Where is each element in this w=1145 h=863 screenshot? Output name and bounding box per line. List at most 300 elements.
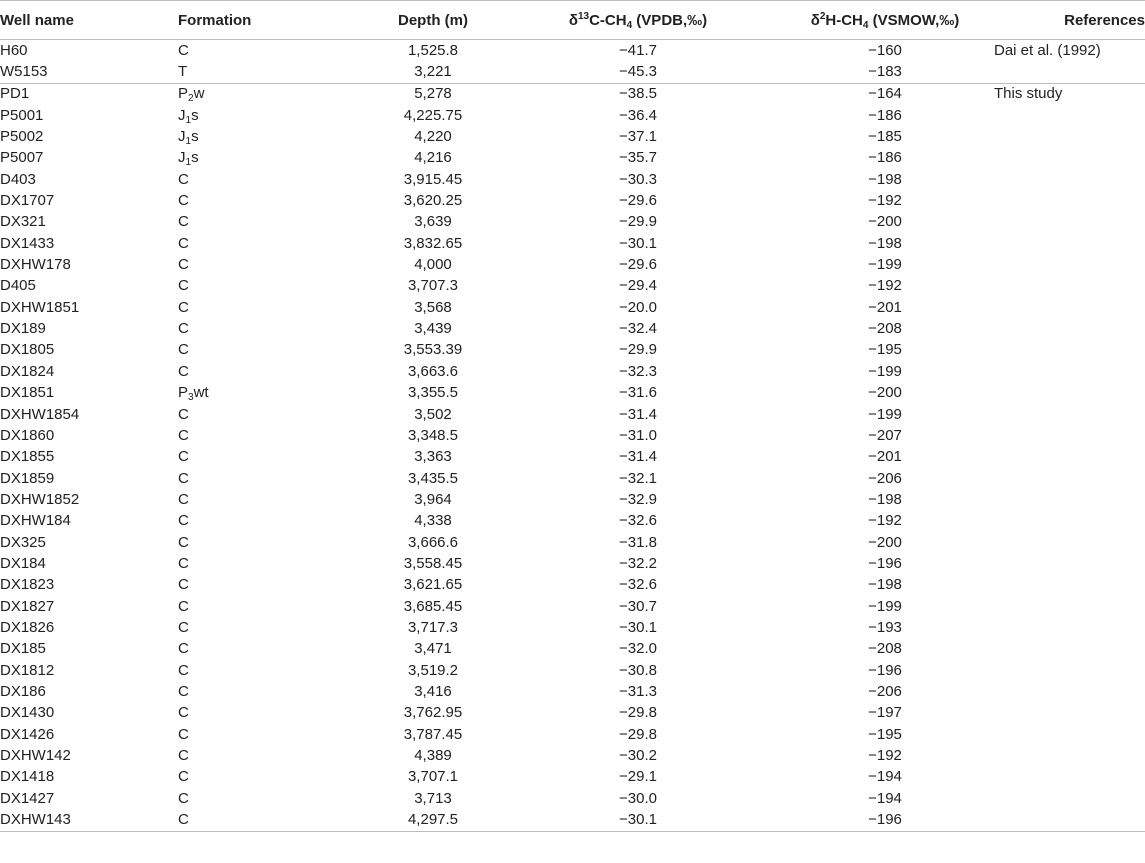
cell-reference [994,276,1145,297]
cell-formation [178,681,338,702]
table-row [0,340,1145,361]
cell-d2h-ch4: −199 [868,256,902,274]
table-row [0,169,1145,190]
table-row [0,148,1145,169]
formation-main: C [178,192,189,210]
cell-formation [178,788,338,809]
cell-depth: 4,225.75 [403,106,463,124]
cell-d2h-ch4: −193 [868,618,902,636]
cell-reference [994,639,1145,660]
cell-well-name: DX1823 [0,576,55,594]
cell-well-name: DX1427 [0,789,55,807]
header-references: References [994,1,1145,40]
table-row [0,254,1145,275]
cell-well-name: DX184 [0,554,46,572]
cell-depth: 3,762.95 [403,704,463,722]
cell-depth: 4,216 [414,149,452,167]
cell-reference [994,148,1145,169]
header-d2h-sup: 2 [819,10,826,22]
cell-d2h-ch4: −200 [868,533,902,551]
cell-d13c-ch4: −32.4 [619,320,657,338]
header-d13c-sub: 4 [626,19,633,31]
cell-d2h-ch4: −206 [868,469,902,487]
cell-well-name: D405 [0,277,36,295]
cell-d13c-ch4: −32.2 [619,554,657,572]
cell-well-name: DXHW178 [0,256,71,274]
cell-formation [178,425,338,446]
header-d2h-mid: H-CH [825,11,863,29]
table-row [0,489,1145,510]
cell-reference [994,788,1145,809]
cell-d2h-ch4: −192 [868,192,902,210]
cell-depth: 3,639 [414,213,452,231]
table-row [0,61,1145,83]
cell-formation [178,233,338,254]
cell-d2h-ch4: −208 [868,320,902,338]
table-row [0,767,1145,788]
header-d2h-sub: 4 [862,19,869,31]
cell-well-name: DX1426 [0,725,55,743]
cell-well-name: W5153 [0,63,48,81]
cell-formation [178,190,338,211]
cell-d2h-ch4: −194 [868,768,902,786]
cell-d2h-ch4: −183 [868,63,902,81]
cell-well-name: DX1812 [0,661,55,679]
formation-main: C [178,41,189,59]
header-d13c-ch4 [498,1,728,40]
cell-d2h-ch4: −186 [868,149,902,167]
cell-d2h-ch4: −192 [868,277,902,295]
cell-reference [994,468,1145,489]
formation-suffix: s [191,106,199,124]
formation-main: C [178,661,189,679]
cell-depth: 3,663.6 [407,362,459,380]
header-d13c-suffix: (VPDB,‰) [632,11,708,29]
cell-formation [178,148,338,169]
header-d2h-suffix: (VSMOW,‰) [868,11,960,29]
cell-depth: 3,553.39 [403,341,463,359]
cell-depth: 5,278 [338,83,498,105]
cell-d13c-ch4: −36.4 [619,106,657,124]
cell-well-name: DX1707 [0,192,55,210]
formation-suffix: s [191,149,199,167]
cell-reference [994,404,1145,425]
cell-d2h-ch4: −206 [868,682,902,700]
cell-d13c-ch4: −32.9 [619,490,657,508]
cell-well-name: DX1805 [0,341,55,359]
cell-formation [178,83,338,105]
formation-main: C [178,362,189,380]
cell-reference [994,190,1145,211]
table-row [0,361,1145,382]
cell-well-name: DX1824 [0,362,55,380]
table-row [0,660,1145,681]
cell-d2h-ch4: −185 [868,128,902,146]
cell-d13c-ch4: −32.1 [619,469,657,487]
cell-d2h-ch4: −160 [868,41,902,59]
cell-d2h-ch4: −207 [868,426,902,444]
cell-d13c-ch4: −30.1 [498,809,728,831]
table-row [0,788,1145,809]
cell-depth: 3,620.25 [403,192,463,210]
cell-well-name: DXHW1852 [0,490,80,508]
cell-reference [994,169,1145,190]
cell-d13c-ch4: −38.5 [498,83,728,105]
cell-depth: 4,389 [414,747,452,765]
cell-well-name: DXHW143 [0,809,178,831]
cell-d13c-ch4: −31.3 [619,682,657,700]
cell-d2h-ch4: −192 [868,512,902,530]
cell-depth: 4,297.5 [338,809,498,831]
table-body [0,40,1145,832]
cell-depth: 3,221 [414,63,452,81]
cell-d13c-ch4: −29.9 [619,341,657,359]
header-row [0,1,1145,40]
table-row [0,703,1145,724]
cell-depth: 4,220 [414,128,452,146]
formation-main: C [178,725,189,743]
cell-reference [994,383,1145,404]
cell-reference [994,340,1145,361]
cell-reference [994,532,1145,553]
cell-d2h-ch4: −197 [868,704,902,722]
cell-well-name: PD1 [0,83,178,105]
table-row [0,724,1145,745]
formation-subscript: 1 [185,136,192,148]
table-header [0,1,1145,40]
header-d13c-mid: C-CH [589,11,627,29]
formation-main: T [178,63,188,81]
cell-formation [178,511,338,532]
cell-reference [994,681,1145,702]
cell-d13c-ch4: −32.3 [619,362,657,380]
formation-subscript: 1 [185,157,192,169]
header-d13c-sup: 13 [577,10,590,22]
cell-reference [994,724,1145,745]
table-row [0,318,1145,339]
table-row [0,40,1145,62]
cell-d13c-ch4: −31.8 [619,533,657,551]
cell-well-name: DX1855 [0,448,55,466]
cell-well-name: P5002 [0,128,44,146]
cell-d13c-ch4: −31.4 [619,448,657,466]
header-d13c-prefix: δ [568,11,578,29]
cell-d13c-ch4: −30.0 [619,789,657,807]
cell-reference [994,767,1145,788]
cell-well-name: DX1859 [0,469,55,487]
formation-main: C [178,554,189,572]
formation-main: C [178,320,189,338]
cell-well-name: DX1418 [0,768,55,786]
cell-formation [178,596,338,617]
cell-reference [994,511,1145,532]
cell-formation [178,447,338,468]
formation-main: C [178,811,189,829]
table-row [0,105,1145,126]
table-row [0,745,1145,766]
cell-well-name: DX186 [0,682,46,700]
cell-d13c-ch4: −29.1 [619,768,657,786]
cell-depth: 3,717.3 [407,618,459,636]
cell-well-name: DX1430 [0,704,55,722]
cell-well-name: DX325 [0,533,46,551]
cell-d13c-ch4: −37.1 [619,128,657,146]
cell-d13c-ch4: −29.8 [619,725,657,743]
cell-depth: 3,348.5 [407,426,459,444]
cell-d2h-ch4: −199 [868,405,902,423]
header-d2h-prefix: δ [810,11,820,29]
cell-reference [994,553,1145,574]
cell-reference [994,233,1145,254]
cell-depth: 4,000 [414,256,452,274]
formation-main: J [178,149,186,167]
header-formation: Formation [178,1,338,40]
cell-d2h-ch4: −164 [728,83,994,105]
table-row [0,468,1145,489]
formation-main: J [178,106,186,124]
cell-depth: 3,713 [414,789,452,807]
formation-main: C [178,512,189,530]
cell-well-name: DXHW184 [0,512,71,530]
cell-formation [178,254,338,275]
cell-depth: 3,363 [414,448,452,466]
formation-main: C [178,682,189,700]
cell-d13c-ch4: −29.6 [619,192,657,210]
cell-depth: 3,964 [414,490,452,508]
cell-formation [178,61,338,83]
cell-depth: 3,787.45 [403,725,463,743]
cell-d13c-ch4: −30.8 [619,661,657,679]
cell-formation [178,767,338,788]
cell-d2h-ch4: −194 [868,789,902,807]
cell-formation [178,532,338,553]
cell-reference [994,489,1145,510]
formation-main: C [178,490,189,508]
table-row [0,383,1145,404]
table-row [0,639,1145,660]
table-row [0,276,1145,297]
cell-d13c-ch4: −29.9 [619,213,657,231]
cell-d2h-ch4: −201 [868,448,902,466]
table-row [0,596,1145,617]
cell-formation [178,809,338,831]
formation-main: P [178,85,189,103]
cell-formation [178,575,338,596]
cell-d13c-ch4: −31.4 [619,405,657,423]
cell-reference [994,745,1145,766]
table-row [0,617,1145,638]
cell-formation [178,617,338,638]
cell-d13c-ch4: −30.1 [619,234,657,252]
cell-depth: 3,416 [414,682,452,700]
cell-formation [178,40,338,62]
formation-main: C [178,170,189,188]
cell-d13c-ch4: −20.0 [619,298,657,316]
cell-reference: Dai et al. (1992) [994,41,1101,59]
formation-subscript: 3 [188,392,194,404]
table-row [0,681,1145,702]
cell-formation [178,340,338,361]
cell-d2h-ch4: −198 [868,170,902,188]
cell-well-name: DX185 [0,640,46,658]
cell-well-name: DX1860 [0,426,55,444]
cell-d13c-ch4: −45.3 [619,63,657,81]
cell-formation [178,361,338,382]
cell-well-name: P5001 [0,106,44,124]
cell-d2h-ch4: −199 [868,362,902,380]
formation-main: C [178,747,189,765]
cell-d2h-ch4: −201 [868,298,902,316]
cell-d13c-ch4: −29.8 [619,704,657,722]
formation-suffix: s [191,128,199,146]
formation-main: C [178,469,189,487]
cell-formation [178,553,338,574]
cell-formation [178,703,338,724]
cell-reference [994,575,1145,596]
formation-main: C [178,576,189,594]
cell-reference [994,660,1145,681]
cell-d13c-ch4: −32.6 [619,512,657,530]
formation-main: C [178,640,189,658]
cell-depth: 3,439 [414,320,452,338]
cell-d2h-ch4: −192 [868,747,902,765]
cell-d13c-ch4: −30.3 [619,170,657,188]
table-row [0,297,1145,318]
cell-depth: 3,666.6 [407,533,459,551]
cell-reference [994,61,1145,83]
cell-d2h-ch4: −198 [868,234,902,252]
formation-main: C [178,789,189,807]
table-row [0,511,1145,532]
cell-formation [178,724,338,745]
cell-formation [178,745,338,766]
formation-main: C [178,768,189,786]
table-row [0,425,1145,446]
cell-formation [178,126,338,147]
cell-reference [994,617,1145,638]
cell-depth: 1,525.8 [407,41,459,59]
cell-well-name: H60 [0,41,28,59]
formation-main: C [178,597,189,615]
header-d2h-ch4 [728,1,994,40]
cell-well-name: DX1826 [0,618,55,636]
cell-formation [178,639,338,660]
cell-depth: 3,502 [414,405,452,423]
table-row [0,447,1145,468]
cell-d13c-ch4: −29.4 [619,277,657,295]
cell-depth: 3,355.5 [407,384,459,402]
cell-formation [178,468,338,489]
formation-main: C [178,277,189,295]
formation-main: C [178,405,189,423]
formation-subscript: 1 [185,114,192,126]
table-row [0,553,1145,574]
cell-d2h-ch4: −199 [868,597,902,615]
cell-well-name: DX1827 [0,597,55,615]
cell-formation [178,489,338,510]
cell-d13c-ch4: −30.1 [619,618,657,636]
header-depth: Depth (m) [338,1,498,40]
cell-d2h-ch4: −196 [728,809,994,831]
cell-reference [994,318,1145,339]
cell-d2h-ch4: −200 [868,213,902,231]
formation-main: C [178,618,189,636]
cell-formation [178,297,338,318]
formation-main: C [178,533,189,551]
cell-depth: 3,685.45 [403,597,463,615]
cell-formation [178,105,338,126]
cell-depth: 3,558.45 [403,554,463,572]
formation-main: J [178,128,186,146]
table-row [0,83,1145,105]
formation-main: C [178,426,189,444]
cell-d13c-ch4: −35.7 [619,149,657,167]
formation-suffix: w [193,85,205,103]
formation-main: C [178,704,189,722]
cell-formation [178,383,338,404]
cell-reference [994,254,1145,275]
table-row [0,575,1145,596]
cell-d2h-ch4: −196 [868,661,902,679]
cell-d2h-ch4: −195 [868,725,902,743]
cell-d2h-ch4: −186 [868,106,902,124]
cell-reference [994,297,1145,318]
cell-d2h-ch4: −208 [868,640,902,658]
cell-d2h-ch4: −195 [868,341,902,359]
formation-main: C [178,234,189,252]
table-row [0,233,1145,254]
table-row [0,126,1145,147]
cell-well-name: DX1851 [0,384,55,402]
cell-depth: 4,338 [414,512,452,530]
cell-reference [994,447,1145,468]
table-row [0,532,1145,553]
table-row [0,190,1145,211]
formation-main: C [178,298,189,316]
cell-reference [994,212,1145,233]
cell-depth: 3,519.2 [407,661,459,679]
cell-well-name: DX189 [0,320,46,338]
cell-well-name: DX321 [0,213,46,231]
formation-main: P [178,384,189,402]
cell-reference [994,703,1145,724]
cell-reference [994,809,1145,831]
cell-d13c-ch4: −30.7 [619,597,657,615]
cell-depth: 3,707.3 [407,277,459,295]
table-row [0,212,1145,233]
table-row [0,809,1145,831]
cell-d13c-ch4: −32.6 [619,576,657,594]
header-well-name: Well name [0,1,178,40]
cell-depth: 3,915.45 [403,170,463,188]
cell-reference [994,361,1145,382]
cell-d13c-ch4: −31.6 [619,384,657,402]
cell-depth: 3,471 [414,640,452,658]
cell-d2h-ch4: −200 [868,384,902,402]
cell-formation [178,276,338,297]
cell-d13c-ch4: −29.6 [619,256,657,274]
table-row [0,404,1145,425]
cell-depth: 3,568 [414,298,452,316]
cell-reference [994,126,1145,147]
cell-well-name: P5007 [0,149,44,167]
cell-reference [994,596,1145,617]
cell-well-name: DXHW1854 [0,405,80,423]
cell-depth: 3,435.5 [407,469,459,487]
cell-well-name: DXHW142 [0,747,71,765]
cell-d13c-ch4: −32.0 [619,640,657,658]
formation-suffix: wt [193,384,209,402]
